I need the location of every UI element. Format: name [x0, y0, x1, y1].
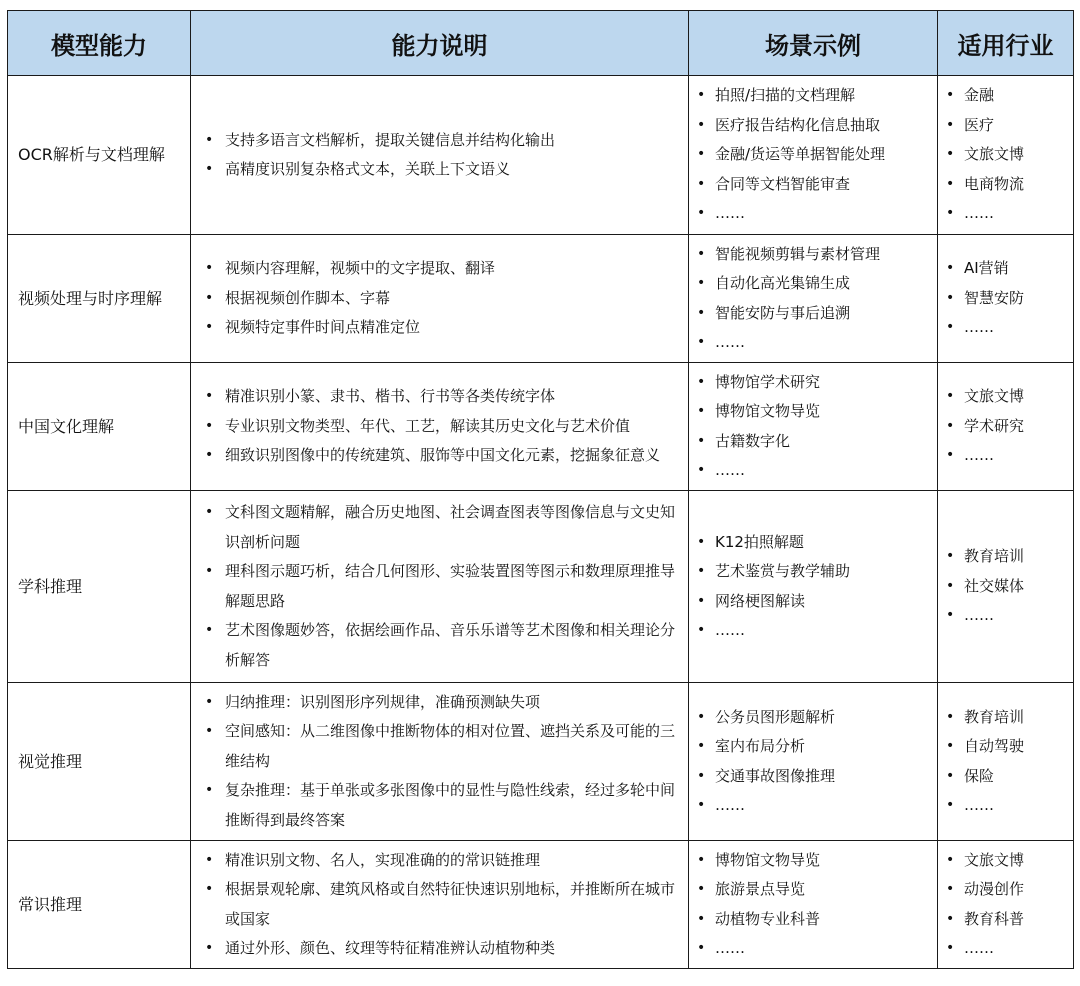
cell-description — [191, 841, 689, 969]
example-item: • …… — [693, 934, 933, 964]
description-item: • 归纳推理：识别图形序列规律，准确预测缺失项 — [201, 688, 680, 718]
industry-item: • 文旅文博 — [942, 846, 1069, 876]
description-item: • 文科图文题精解，融合历史地图、社会调查图表等图像信息与文史知识剖析问题 — [201, 498, 680, 557]
cell-industries — [938, 683, 1074, 841]
industry-item: • 电商物流 — [942, 170, 1069, 200]
description-item: • 高精度识别复杂格式文本，关联上下文语义 — [201, 155, 680, 185]
cell-description-list — [201, 846, 680, 964]
capability-table — [7, 10, 1074, 969]
cell-model: 视觉推理 — [8, 683, 191, 841]
industry-item: • 文旅文博 — [942, 140, 1069, 170]
example-item: • 智能安防与事后追溯 — [693, 299, 933, 329]
example-item: • 公务员图形题解析 — [693, 703, 933, 733]
cell-industries-list — [942, 81, 1069, 229]
example-item: • 交通事故图像推理 — [693, 762, 933, 792]
example-item: • 古籍数字化 — [693, 427, 933, 457]
table-row — [8, 363, 1074, 491]
table-row — [8, 235, 1074, 363]
cell-examples — [689, 491, 938, 683]
description-item: • 空间感知：从二维图像中推断物体的相对位置、遮挡关系及可能的三维结构 — [201, 717, 680, 776]
cell-industries — [938, 363, 1074, 491]
cell-description — [191, 235, 689, 363]
cell-description-list — [201, 126, 680, 185]
industry-item: • …… — [942, 199, 1069, 229]
example-item: • K12拍照解题 — [693, 528, 933, 558]
example-item: • 自动化高光集锦生成 — [693, 269, 933, 299]
cell-examples — [689, 235, 938, 363]
industry-item: • …… — [942, 934, 1069, 964]
description-item: • 理科图示题巧析，结合几何图形、实验装置图等图示和数理原理推导解题思路 — [201, 557, 680, 616]
cell-industries-list — [942, 846, 1069, 964]
capability-table-container — [7, 10, 1073, 969]
description-item: • 根据景观轮廓、建筑风格或自然特征快速识别地标，并推断所在城市或国家 — [201, 875, 680, 934]
header-model: 模型能力 — [8, 11, 191, 76]
industry-item: • 教育培训 — [942, 542, 1069, 572]
cell-industries — [938, 235, 1074, 363]
table-row — [8, 841, 1074, 969]
cell-examples-list — [693, 240, 933, 358]
table-header-row — [8, 11, 1074, 76]
example-item: • …… — [693, 456, 933, 486]
description-item: • 根据视频创作脚本、字幕 — [201, 284, 680, 314]
cell-examples — [689, 363, 938, 491]
example-item: • 动植物专业科普 — [693, 905, 933, 935]
description-item: • 通过外形、颜色、纹理等特征精准辨认动植物种类 — [201, 934, 680, 964]
description-item: • 视频特定事件时间点精准定位 — [201, 313, 680, 343]
cell-description — [191, 491, 689, 683]
cell-examples — [689, 683, 938, 841]
cell-industries-list — [942, 542, 1069, 631]
cell-examples-list — [693, 846, 933, 964]
example-item: • 金融/货运等单据智能处理 — [693, 140, 933, 170]
cell-industries — [938, 841, 1074, 969]
table-row — [8, 491, 1074, 683]
description-item: • 艺术图像题妙答，依据绘画作品、音乐乐谱等艺术图像和相关理论分析解答 — [201, 616, 680, 675]
description-item: • 支持多语言文档解析，提取关键信息并结构化输出 — [201, 126, 680, 156]
example-item: • …… — [693, 616, 933, 646]
description-item: • 精准识别小篆、隶书、楷书、行书等各类传统字体 — [201, 382, 680, 412]
cell-model: 常识推理 — [8, 841, 191, 969]
cell-industries — [938, 76, 1074, 235]
cell-examples — [689, 76, 938, 235]
description-item: • 细致识别图像中的传统建筑、服饰等中国文化元素，挖掘象征意义 — [201, 441, 680, 471]
industry-item: • 自动驾驶 — [942, 732, 1069, 762]
description-item: • 专业识别文物类型、年代、工艺，解读其历史文化与艺术价值 — [201, 412, 680, 442]
cell-industries-list — [942, 382, 1069, 471]
industry-item: • …… — [942, 791, 1069, 821]
cell-model: 学科推理 — [8, 491, 191, 683]
cell-description-list — [201, 498, 680, 675]
cell-description — [191, 76, 689, 235]
table-row — [8, 76, 1074, 235]
industry-item: • 教育科普 — [942, 905, 1069, 935]
industry-item: • 教育培训 — [942, 703, 1069, 733]
industry-item: • 医疗 — [942, 111, 1069, 141]
industry-item: • …… — [942, 313, 1069, 343]
cell-examples-list — [693, 528, 933, 646]
cell-description — [191, 683, 689, 841]
example-item: • 医疗报告结构化信息抽取 — [693, 111, 933, 141]
example-item: • 博物馆学术研究 — [693, 368, 933, 398]
industry-item: • 金融 — [942, 81, 1069, 111]
header-description: 能力说明 — [191, 11, 689, 76]
cell-industries-list — [942, 254, 1069, 343]
example-item: • …… — [693, 328, 933, 358]
cell-examples-list — [693, 703, 933, 821]
industry-item: • …… — [942, 441, 1069, 471]
example-item: • 拍照/扫描的文档理解 — [693, 81, 933, 111]
description-item: • 精准识别文物、名人，实现准确的的常识链推理 — [201, 846, 680, 876]
header-examples: 场景示例 — [689, 11, 938, 76]
cell-model: 视频处理与时序理解 — [8, 235, 191, 363]
cell-industries — [938, 491, 1074, 683]
example-item: • 网络梗图解读 — [693, 587, 933, 617]
example-item: • 室内布局分析 — [693, 732, 933, 762]
example-item: • …… — [693, 199, 933, 229]
table-row — [8, 683, 1074, 841]
example-item: • 艺术鉴赏与教学辅助 — [693, 557, 933, 587]
cell-industries-list — [942, 703, 1069, 821]
cell-examples — [689, 841, 938, 969]
example-item: • 博物馆文物导览 — [693, 846, 933, 876]
industry-item: • AI营销 — [942, 254, 1069, 284]
industry-item: • 文旅文博 — [942, 382, 1069, 412]
description-item: • 复杂推理：基于单张或多张图像中的显性与隐性线索，经过多轮中间推断得到最终答案 — [201, 776, 680, 835]
description-item: • 视频内容理解，视频中的文字提取、翻译 — [201, 254, 680, 284]
cell-model: OCR解析与文档理解 — [8, 76, 191, 235]
cell-description-list — [201, 382, 680, 471]
header-industries: 适用行业 — [938, 11, 1074, 76]
example-item: • 合同等文档智能审查 — [693, 170, 933, 200]
industry-item: • 保险 — [942, 762, 1069, 792]
industry-item: • …… — [942, 601, 1069, 631]
industry-item: • 动漫创作 — [942, 875, 1069, 905]
industry-item: • 智慧安防 — [942, 284, 1069, 314]
example-item: • …… — [693, 791, 933, 821]
example-item: • 旅游景点导览 — [693, 875, 933, 905]
cell-description-list — [201, 688, 680, 836]
industry-item: • 学术研究 — [942, 412, 1069, 442]
cell-examples-list — [693, 81, 933, 229]
cell-description-list — [201, 254, 680, 343]
example-item: • 博物馆文物导览 — [693, 397, 933, 427]
cell-examples-list — [693, 368, 933, 486]
cell-model: 中国文化理解 — [8, 363, 191, 491]
cell-description — [191, 363, 689, 491]
example-item: • 智能视频剪辑与素材管理 — [693, 240, 933, 270]
industry-item: • 社交媒体 — [942, 572, 1069, 602]
